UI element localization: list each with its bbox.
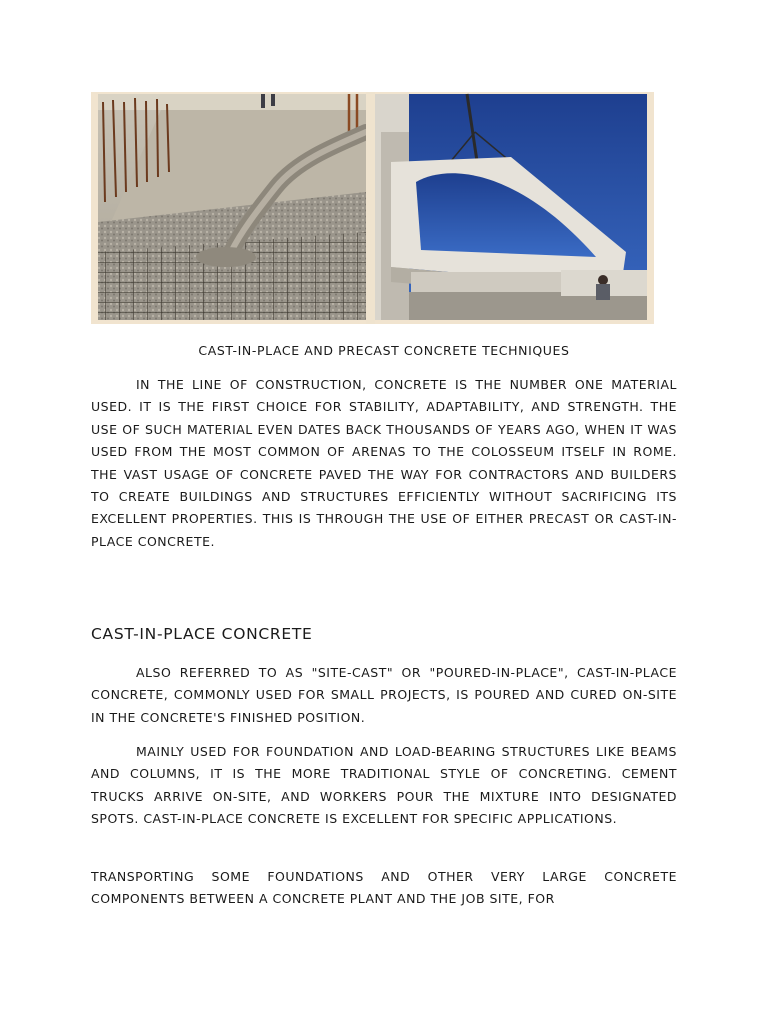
section-paragraph-2: MAINLY USED FOR FOUNDATION AND LOAD-BEARING STRUCTURES LIKE BEAMS AND COLUMNS, IT IS THE MORE TRADITIONAL STYLE OF CONCRETING. CEMENT TRUCKS ARRIVE ON-SITE, AND WORKERS POUR THE MIXTURE INTO DESIGNATED SPOTS. CAST-IN-PLACE CONCRETE IS EXCELLENT FOR SPECIFIC APPLICATIONS. (91, 744, 677, 827)
figure-caption: CAST-IN-PLACE AND PRECAST CONCRETE TECHNIQUES (198, 343, 570, 358)
section-paragraph-3: TRANSPORTING SOME FOUNDATIONS AND OTHER VERY LARGE CONCRETE COMPONENTS BETWEEN A CONCRETE PLANT AND THE JOB SITE, FOR (91, 869, 677, 907)
left-photo (98, 94, 366, 320)
right-photo (375, 94, 647, 320)
hero-figure (91, 92, 654, 324)
intro-paragraph: IN THE LINE OF CONSTRUCTION, CONCRETE IS THE NUMBER ONE MATERIAL USED. IT IS THE FIRST CHOICE FOR STABILITY, ADAPTABILITY, AND STRENGTH. THE USE OF SUCH MATERIAL EVEN DATES BACK THOUSANDS OF YEARS AGO, WHEN IT WAS USED FROM THE MOST COMMON OF ARENAS TO THE COLOSSEUM ITSELF IN ROME. THE VAST USAGE OF CONCRETE PAVED THE WAY FOR CONTRACTORS AND BUILDERS TO CREATE BUILDINGS AND STRUCTURES EFFICIENTLY WITHOUT SACRIFICING ITS EXCELLENT PROPERTIES. THIS IS THROUGH THE USE OF EITHER PRECAST OR CAST-IN-PLACE CONCRETE. (91, 377, 677, 549)
section-heading: CAST-IN-PLACE CONCRETE (91, 625, 313, 643)
section-paragraph-1: ALSO REFERRED TO AS "SITE-CAST" OR "POURED-IN-PLACE", CAST-IN-PLACE CONCRETE, COMMONLY USED FOR SMALL PROJECTS, IS POURED AND CURED ON-SITE IN THE CONCRETE'S FINISHED POSITION. (91, 665, 677, 725)
